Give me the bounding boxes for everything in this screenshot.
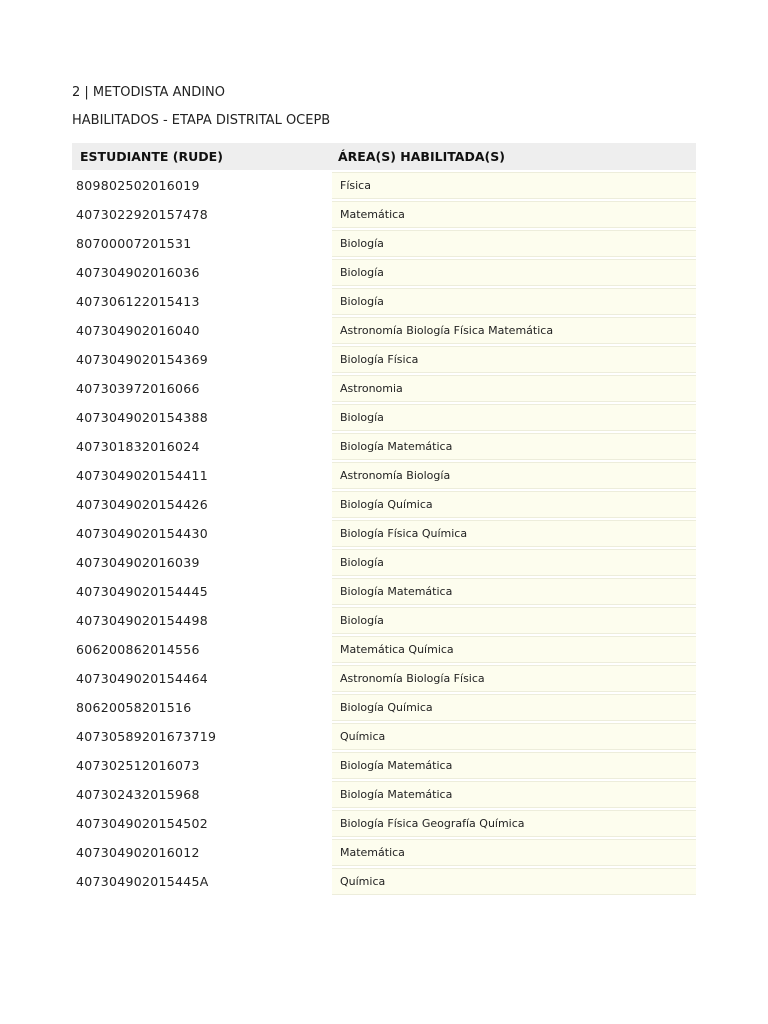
table-header-row [72, 143, 696, 170]
table-row [72, 433, 696, 460]
student-rude-cell: 4073022920157478 [76, 207, 209, 222]
table-row [72, 520, 696, 547]
qualified-areas-cell: Biología Matemática [332, 578, 696, 605]
student-rude-cell: 407302432015968 [76, 787, 200, 802]
table-row [72, 288, 696, 315]
student-rude-cell: 4073049020154388 [76, 410, 209, 425]
qualified-areas-cell: Biología [332, 549, 696, 576]
qualified-areas-cell: Física [332, 172, 696, 199]
qualified-areas-cell: Astronomía Biología [332, 462, 696, 489]
table-row [72, 230, 696, 257]
qualified-areas-cell: Matemática [332, 201, 696, 228]
qualified-areas-cell: Biología Matemática [332, 781, 696, 808]
qualified-areas-cell: Biología Física Química [332, 520, 696, 547]
student-rude-cell: 4073049020154502 [76, 816, 209, 831]
table-row [72, 636, 696, 663]
table-row [72, 665, 696, 692]
table-row [72, 810, 696, 837]
school-title: 2 | METODISTA ANDINO [72, 85, 225, 100]
student-rude-cell: 80620058201516 [76, 700, 192, 715]
qualified-areas-cell: Biología Matemática [332, 433, 696, 460]
table-row [72, 839, 696, 866]
table-row [72, 346, 696, 373]
student-rude-cell: 407304902016036 [76, 265, 200, 280]
student-rude-cell: 4073049020154369 [76, 352, 209, 367]
table-row [72, 549, 696, 576]
qualified-areas-cell: Biología [332, 288, 696, 315]
table-row [72, 578, 696, 605]
student-rude-cell: 4073049020154498 [76, 613, 209, 628]
student-rude-cell: 4073049020154426 [76, 497, 209, 512]
qualified-areas-cell: Matemática Química [332, 636, 696, 663]
qualified-students-table [72, 141, 696, 897]
table-row [72, 752, 696, 779]
student-rude-cell: 407302512016073 [76, 758, 200, 773]
qualified-areas-cell: Biología Física [332, 346, 696, 373]
table-row [72, 868, 696, 895]
student-rude-cell: 4073049020154411 [76, 468, 209, 483]
student-rude-cell: 407304902016012 [76, 845, 200, 860]
table-row [72, 201, 696, 228]
qualified-areas-cell: Biología [332, 404, 696, 431]
student-rude-cell: 4073049020154430 [76, 526, 209, 541]
document-page [72, 80, 696, 897]
qualified-areas-cell: Biología Química [332, 694, 696, 721]
qualified-areas-cell: Química [332, 868, 696, 895]
table-row [72, 607, 696, 634]
table-row [72, 259, 696, 286]
qualified-areas-cell: Biología Química [332, 491, 696, 518]
table-row [72, 172, 696, 199]
student-rude-cell: 407304902015445A [76, 874, 209, 889]
qualified-areas-cell: Astronomía Biología Física [332, 665, 696, 692]
student-rude-cell: 407303972016066 [76, 381, 200, 396]
student-rude-cell: 407304902016039 [76, 555, 200, 570]
qualified-areas-cell: Biología Matemática [332, 752, 696, 779]
student-rude-cell: 407301832016024 [76, 439, 200, 454]
list-title: HABILITADOS - ETAPA DISTRITAL OCEPB [72, 113, 331, 128]
student-rude-cell: 80700007201531 [76, 236, 192, 251]
table-row [72, 781, 696, 808]
table-row [72, 723, 696, 750]
qualified-areas-cell: Química [332, 723, 696, 750]
student-rude-cell: 407304902016040 [76, 323, 200, 338]
qualified-areas-cell: Matemática [332, 839, 696, 866]
column-header-areas: ÁREA(S) HABILITADA(S) [332, 143, 696, 170]
qualified-areas-cell: Astronomía Biología Física Matemática [332, 317, 696, 344]
qualified-areas-cell: Astronomia [332, 375, 696, 402]
table-row [72, 404, 696, 431]
student-rude-cell: 606200862014556 [76, 642, 200, 657]
qualified-areas-cell: Biología [332, 230, 696, 257]
student-rude-cell: 4073049020154464 [76, 671, 209, 686]
table-row [72, 375, 696, 402]
student-rude-cell: 4073049020154445 [76, 584, 209, 599]
student-rude-cell: 809802502016019 [76, 178, 200, 193]
table-row [72, 462, 696, 489]
table-row [72, 694, 696, 721]
qualified-areas-cell: Biología [332, 259, 696, 286]
table-row [72, 317, 696, 344]
qualified-areas-cell: Biología [332, 607, 696, 634]
column-header-student: ESTUDIANTE (RUDE) [72, 143, 332, 170]
student-rude-cell: 40730589201673719 [76, 729, 217, 744]
table-row [72, 491, 696, 518]
student-rude-cell: 407306122015413 [76, 294, 200, 309]
qualified-areas-cell: Biología Física Geografía Química [332, 810, 696, 837]
